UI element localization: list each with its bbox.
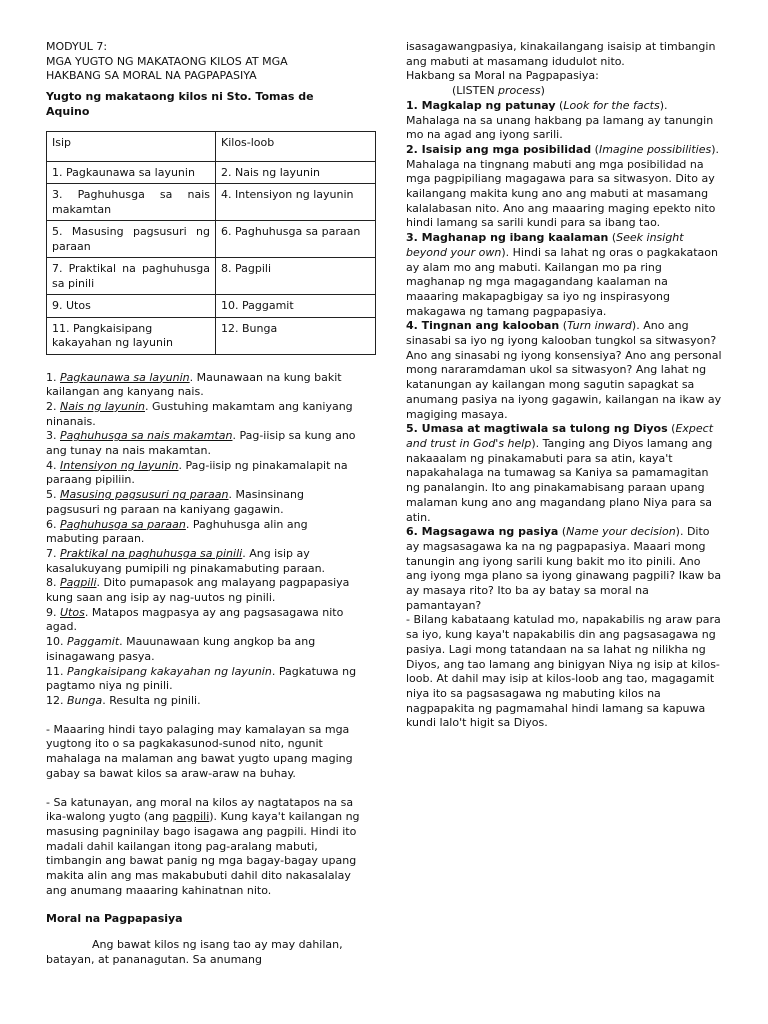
list-item-term: Paghuhusga sa paraan — [60, 517, 186, 531]
list-item: 8. Pagpili. Dito pumapasok ang malayang pagpapasiya kung saan ang isip ay nag-uutos ng pinili. — [46, 576, 350, 605]
right-column — [406, 40, 722, 731]
list-item: 2. Nais ng layunin. Gustuhing makamtam ang kaniyang ninanais. — [46, 399, 353, 428]
list-item: 10. Paggamit. Mauunawaan kung angkop ba ang isinagawang pasya. — [46, 635, 316, 663]
step-item: 5. Umasa at magtiwala sa tulong ng Diyos (Expect and trust in God's help). Tanging ang Diyos lamang ang nakaaalam ng pinakamabuti para sa atin, kaya't napakahalaga na tumawag sa Kaniya sa pamamagitan ng panalangin. Ito ang pinakamabisang paraan upang malaman kung ano ang magandang plano Niya para sa atin. — [406, 422, 714, 524]
module-title-line2: HAKBANG SA MORAL NA PAGPAPASIYA — [46, 69, 257, 83]
table-row — [47, 258, 376, 295]
table-cell: 1. Pagkaunawa sa layunin — [47, 161, 216, 184]
heading-moral-decision: Moral na Pagpapasiya — [46, 912, 183, 926]
section-subtitle: Yugto ng makataong kilos ni Sto. Tomas de Aquino — [46, 90, 314, 118]
table-row — [47, 161, 376, 184]
table-cell: 5. Masusing pagsusuri ng paraan — [47, 221, 216, 258]
stages-table — [46, 131, 376, 355]
step-english: Name your decision — [566, 525, 676, 539]
table-row — [47, 295, 376, 318]
table-cell: 11. Pangkaisipang kakayahan ng layunin — [47, 317, 216, 354]
step-title: 2. Isaisip ang mga posibilidad — [406, 142, 592, 156]
table-header-isip: Isip — [47, 131, 216, 161]
paragraph-moral-decision: Ang bawat kilos ng isang tao ay may dahilan, batayan, at pananagutan. Sa anumang — [46, 938, 343, 966]
step-title: 6. Magsagawa ng pasiya — [406, 525, 559, 539]
list-item-term: Intensiyon ng layunin — [60, 458, 179, 472]
list-item-term: Paggamit — [67, 635, 120, 649]
step-title: 1. Magkalap ng patunay — [406, 98, 556, 112]
table-row — [47, 221, 376, 258]
table-cell: 9. Utos — [47, 295, 216, 318]
stages-list — [46, 371, 360, 709]
list-item: 3. Paghuhusga sa nais makamtan. Pag-iisip sa kung ano ang tunay na nais makamtan. — [46, 429, 356, 458]
table-row — [47, 317, 376, 354]
list-item-term: Nais ng layunin — [60, 399, 145, 413]
list-item: 1. Pagkaunawa sa layunin. Maunawaan na kung bakit kailangan ang kanyang nais. — [46, 370, 342, 399]
list-item-term: Paghuhusga sa nais makamtan — [60, 429, 233, 443]
list-item-term: Utos — [60, 605, 85, 619]
paragraph-continuation: isasagawangpasiya, kinakailangang isaisip at timbangin ang mabuti at masamang idudulot nito. — [406, 40, 716, 68]
step-title: 3. Maghanap ng ibang kaalaman — [406, 231, 609, 245]
table-cell: 2. Nais ng layunin — [216, 161, 376, 184]
module-title-line1: MGA YUGTO NG MAKATAONG KILOS AT MGA — [46, 54, 288, 68]
list-item: 9. Utos. Matapos magpasya ay ang pagsasagawa nito agad. — [46, 605, 344, 634]
list-item-term: Pagkaunawa sa layunin — [60, 370, 190, 384]
listen-process-label: (LISTEN process) — [452, 84, 545, 98]
step-english: Turn inward — [567, 319, 632, 333]
list-item: 6. Paghuhusga sa paraan. Paghuhusga alin ang mabuting paraan. — [46, 517, 308, 546]
list-item: 5. Masusing pagsusuri ng paraan. Masinsinang pagsusuri ng paraan na kaniyang gagawin. — [46, 488, 304, 516]
list-item: 4. Intensiyon ng layunin. Pag-iisip ng pinakamalapit na paraang pipiliin. — [46, 458, 348, 487]
list-item-term: Pagpili — [60, 576, 97, 590]
paragraph-closing: - Bilang kabataang katulad mo, napakabilis ng araw para sa iyo, kung kaya't napakabilis din ang pagsasagawa ng pasiya. Lagi mong tatandaan na sa lahat ng nilikha ng Diyos, ang tao lamang ang binigyan Niya ng isip at kilos-loob. At dahil may isip at kilos-loob ang tao, magagamit niya ito sa pagsasagawa ng mabuting kilos na nagpapakita ng pagmamahal hindi lamang sa kapuwa kundi lalo't higit sa Diyos. — [406, 613, 721, 730]
step-item: 2. Isaisip ang mga posibilidad (Imagine possibilities). Mahalaga na tingnang mabuti ang mga posibilidad na mga pagpipiliang magagawa para sa sitwasyon. Dito ay kailangang makita kung ano ang mabuti at masamang kalalabasan nito. Ano ang maaaring maging epekto nito hindi lamang sa sarili kundi para sa ibang tao. — [406, 142, 719, 230]
step-item: 6. Magsagawa ng pasiya (Name your decision). Dito ay magsasagawa ka na ng pagpapasiya. Maaari mong tanungin ang iyong sarili kung bakit mo ito pinili. Ano ang iyong mga plano sa iyong ginawang pagpili? Ikaw ba ay masaya rito? Ito ba ay batay sa moral na pamantayan? — [406, 525, 722, 612]
step-item: 3. Maghanap ng ibang kaalaman (Seek insight beyond your own). Hindi sa lahat ng oras o pagkakataon ay alam mo ang mabuti. Kailangan mo pa ring maghanap ng mga magagandang kaalaman na maaaring makapagbigay sa iyo ng inspirasyong makagawa ng tamang pagpapasiya. — [406, 231, 718, 318]
table-cell: 7. Praktikal na paghuhusga sa pinili — [47, 258, 216, 295]
step-english: Look for the facts — [563, 98, 660, 112]
list-item-term: Pangkaisipang kakayahan ng layunin — [67, 664, 272, 678]
step-english: Seek insight beyond your own — [406, 231, 684, 259]
list-item: 7. Praktikal na paghuhusga sa pinili. Ang isip ay kasalukuyang pumipili ng pinakamabuting paraan. — [46, 546, 326, 575]
paragraph-moral-act: - Sa katunayan, ang moral na kilos ay nagtatapos na sa ika-walong yugto (ang pagpili). Kung kaya't kailangan ng masusing pagninilay bago isagawa ang pagpili. Hindi ito madali dahil kailangan itong pag-aralang mabuti, timbangin ang bawat panig ng mga bagay-bagay upang makita alin ang mas makabubuti dahil dito nakasalalay ang anumang maaaring kahinatnan nito. — [46, 795, 360, 897]
table-cell: 6. Paghuhusga sa paraan — [216, 221, 376, 258]
heading-steps: Hakbang sa Moral na Pagpapasiya: — [406, 69, 599, 83]
table-cell: 12. Bunga — [216, 317, 376, 354]
table-cell: 10. Paggamit — [216, 295, 376, 318]
step-title: 5. Umasa at magtiwala sa tulong ng Diyos — [406, 422, 668, 436]
step-item: 4. Tingnan ang kalooban (Turn inward). Ano ang sinasabi sa iyo ng iyong kalooban tungkol sa sitwasyon? Ano ang sinasabi ng iyong konsensiya? Ano ang personal mong nararamdaman ukol sa sitwasyon? Ang lahat ng katanungan ay kailangan mong sagutin sapagkat sa anumang pasiya na iyong gagawin, kailangan na ikaw ay magiging masaya. — [406, 319, 722, 421]
table-cell: 8. Pagpili — [216, 258, 376, 295]
list-item: 11. Pangkaisipang kakayahan ng layunin. Pagkatuwa ng pagtamo niya ng pinili. — [46, 664, 357, 693]
step-english: Imagine possibilities — [598, 142, 712, 156]
list-item-term: Masusing pagsusuri ng paraan — [60, 488, 229, 502]
table-header-kilos-loob: Kilos-loob — [216, 131, 376, 161]
list-item: 12. Bunga. Resulta ng pinili. — [46, 693, 201, 707]
left-column — [46, 40, 360, 968]
step-title: 4. Tingnan ang kalooban — [406, 319, 560, 333]
step-item: 1. Magkalap ng patunay (Look for the facts). Mahalaga na sa unang hakbang pa lamang ay tanungin mo na agad ang iyong sarili. — [406, 98, 714, 142]
list-item-term: Praktikal na paghuhusga sa pinili — [60, 546, 243, 560]
underlined-term: pagpili — [172, 810, 210, 824]
table-header-row — [47, 131, 376, 161]
table-cell: 3. Paghuhusga sa nais makamtan — [47, 184, 216, 221]
paragraph-awareness: - Maaaring hindi tayo palaging may kamalayan sa mga yugtong ito o sa pagkakasunod-sunod nito, ngunit mahalaga na malaman ang bawat yugto upang maging gabay sa bawat kilos sa araw-araw na buhay. — [46, 722, 353, 780]
table-row — [47, 184, 376, 221]
module-number: MODYUL 7: — [46, 40, 108, 53]
table-cell: 4. Intensiyon ng layunin — [216, 184, 376, 221]
list-item-term: Bunga — [67, 693, 103, 707]
step-english: Expect and trust in God's help — [406, 422, 714, 450]
